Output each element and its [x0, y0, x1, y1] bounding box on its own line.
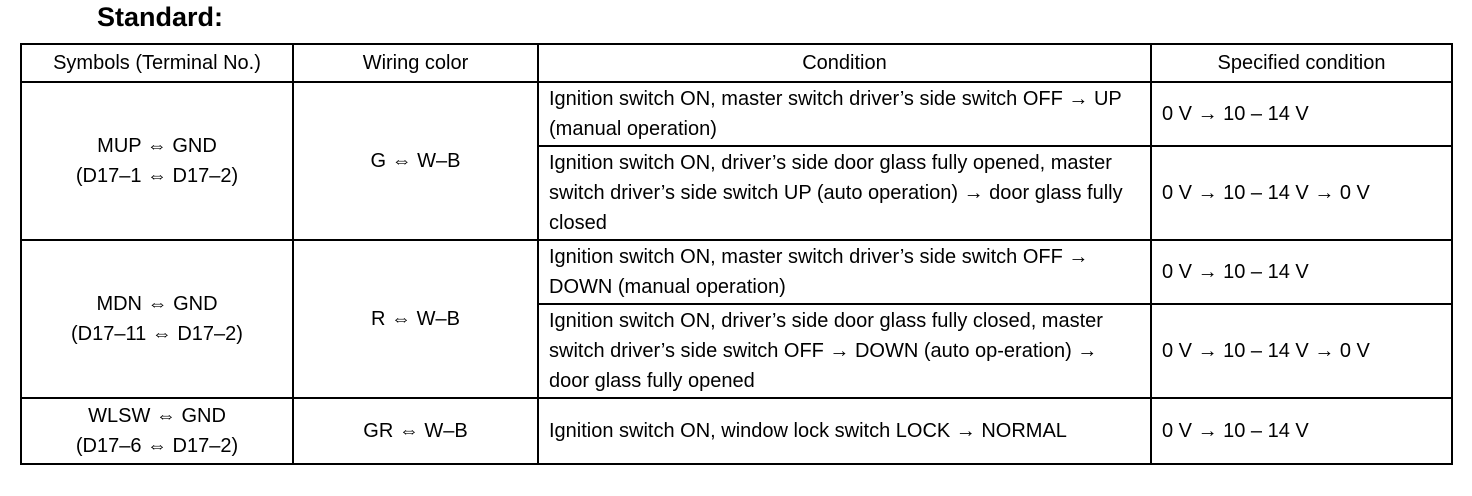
header-specified-condition: Specified condition — [1151, 44, 1452, 82]
wiring-color-cell: G ⇔ W–B — [293, 82, 538, 240]
symbol-cell — [21, 398, 293, 464]
symbol-cell — [21, 82, 293, 240]
header-wiring-color: Wiring color — [293, 44, 538, 82]
terminal-label: (D17–6 ⇔ D17–2) — [75, 435, 239, 457]
condition-cell: Ignition switch ON, master switch driver’s side switch OFF → UP (manual operation) — [538, 82, 1151, 146]
specified-condition-cell: 0 V → 10 – 14 V → 0 V — [1151, 304, 1452, 398]
header-symbols: Symbols (Terminal No.) — [21, 44, 293, 82]
symbol-label: WLSW ⇔ GND — [88, 405, 226, 427]
symbol-label: MDN ⇔ GND — [96, 293, 218, 315]
condition-cell: Ignition switch ON, driver’s side door glass fully opened, master switch driver’s side switch UP (auto operation) → door glass fully closed — [538, 146, 1151, 240]
section-heading: Standard: — [97, 2, 224, 32]
specified-condition-cell: 0 V → 10 – 14 V — [1151, 240, 1452, 304]
condition-cell: Ignition switch ON, master switch driver’s side switch OFF → DOWN (manual operation) — [538, 240, 1151, 304]
symbol-cell — [21, 240, 293, 398]
specified-condition-cell: 0 V → 10 – 14 V → 0 V — [1151, 146, 1452, 240]
condition-cell: Ignition switch ON, window lock switch LOCK → NORMAL — [538, 398, 1151, 464]
symbol-label: MUP ⇔ GND — [97, 135, 217, 157]
header-condition: Condition — [538, 44, 1151, 82]
specified-condition-cell: 0 V → 10 – 14 V — [1151, 398, 1452, 464]
table-row — [21, 398, 1452, 464]
table-row — [21, 82, 1452, 146]
specified-condition-cell: 0 V → 10 – 14 V — [1151, 82, 1452, 146]
wiring-color-cell: R ⇔ W–B — [293, 240, 538, 398]
wiring-color-cell: GR ⇔ W–B — [293, 398, 538, 464]
header-row — [21, 44, 1452, 82]
terminal-label: (D17–1 ⇔ D17–2) — [75, 165, 239, 187]
condition-cell: Ignition switch ON, driver’s side door glass fully closed, master switch driver’s side switch OFF → DOWN (auto op-eration) → door glass fully opened — [538, 304, 1151, 398]
table-row — [21, 240, 1452, 304]
terminal-label: (D17–11 ⇔ D17–2) — [71, 323, 243, 345]
specification-table — [20, 43, 1453, 465]
